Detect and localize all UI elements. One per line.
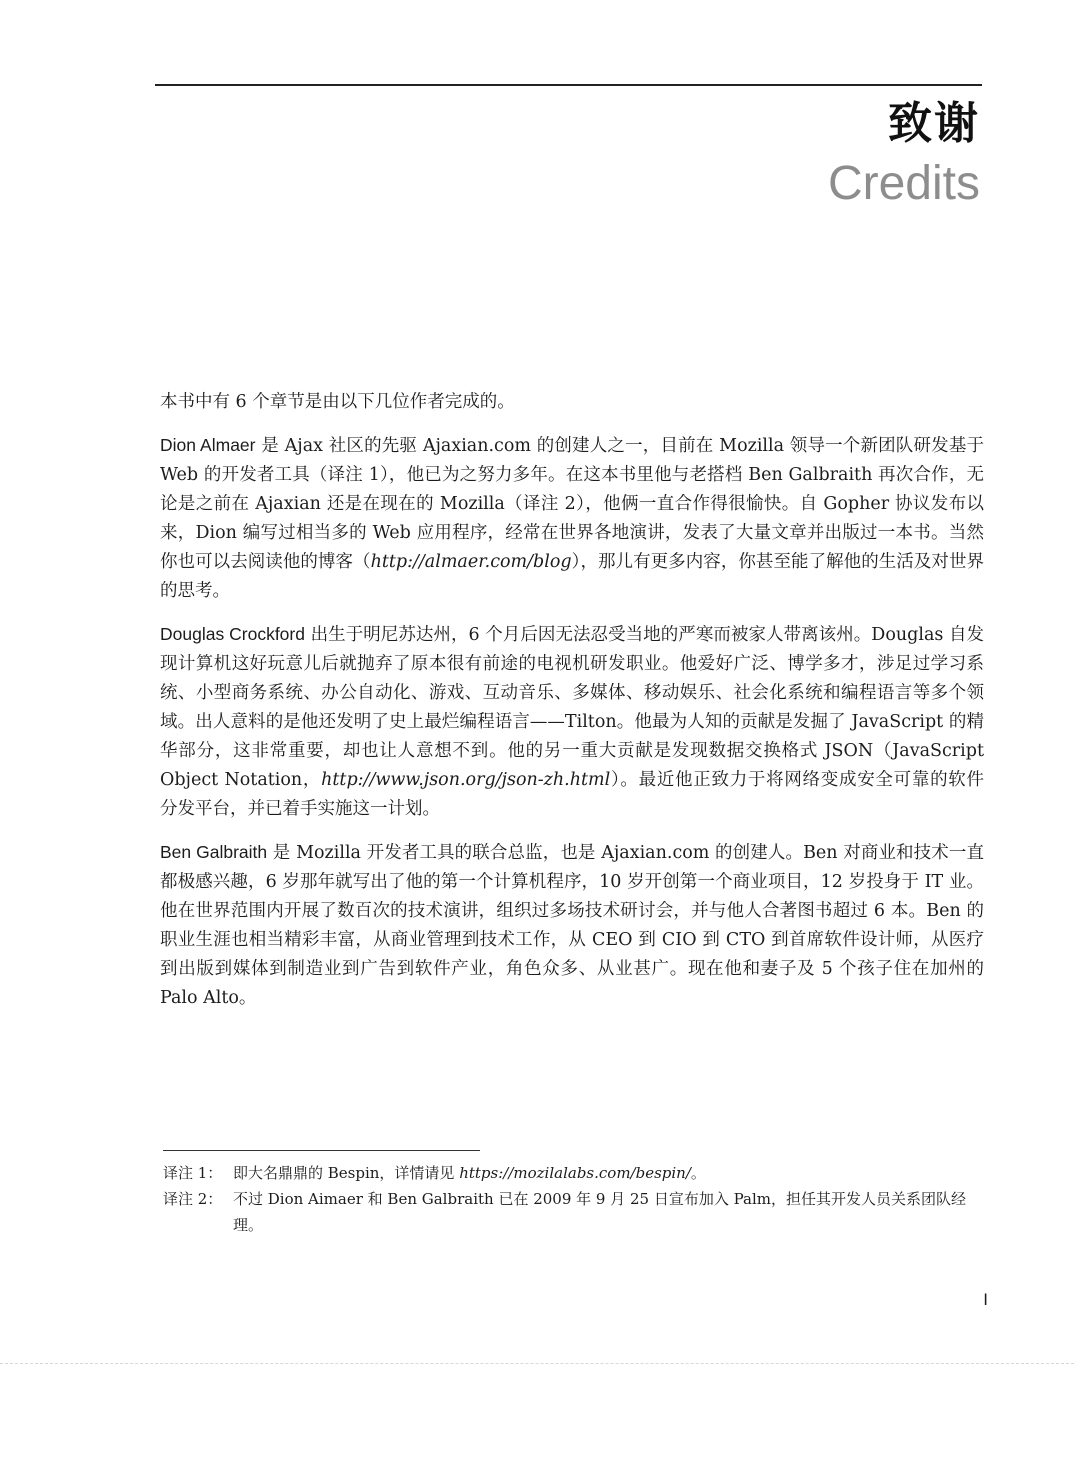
page-edge [0,1363,1074,1364]
footnote-rule [163,1150,480,1151]
author-paragraph-dion [160,431,984,606]
json-link[interactable]: http://www.json.org/json-zh.html [321,770,611,790]
footnote-text: 即大名鼎鼎的 Bespin，详情请见 https://mozilalabs.com/bespin/。 [233,1164,706,1182]
author-bio-end: ），那儿有更多内容，你甚至能了解他的生活及对世界的思考。 [160,552,984,601]
author-name: Dion Almaer [160,435,256,455]
footnote-text: 不过 Dion Aimaer 和 Ben Galbraith 已在 2009 年 9 月 25 日宣布加入 Palm，担任其开发人员关系团队经理。 [233,1190,967,1234]
intro-paragraph: 本书中有 6 个章节是由以下几位作者完成的。 [160,392,515,412]
author-bio: 出生于明尼苏达州，6 个月后因无法忍受当地的严寒而被家人带离该州。Douglas 自发现计算机这好玩意儿后就抛弃了原本很有前途的电视机研发职业。他爱好广泛、博学多才，涉足过学习系统、小型商务系统、办公自动化、游戏、互动音乐、多媒体、移动娱乐、社会化系统和编程语言等多个领域。出人意料的是他还发明了史上最烂编程语言——Tilton。他最为人知的贡献是发掘了 JavaScript 的精华部分，这非常重要，却也让人意想不到。他的另一重大贡献是发现数据交换格式 JSON（JavaScript Object Notation， [160,625,985,790]
page-title: 致谢 [888,98,980,149]
footnotes [163,1160,985,1238]
author-name: Douglas Crockford [160,624,305,644]
author-name: Ben Galbraith [160,842,268,862]
page-number: I [983,1290,988,1309]
main-content [160,388,984,1027]
author-paragraph-ben [160,838,984,1013]
blog-link[interactable]: http://almaer.com/blog [370,552,572,572]
footnote-2 [163,1186,985,1238]
author-paragraph-douglas [160,620,984,824]
footnote-1 [163,1160,985,1186]
author-bio-end: ）。最近他正致力于将网络变成安全可靠的软件分发平台，并已着手实施这一计划。 [160,770,984,819]
footnote-label: 译注 2： [163,1190,223,1208]
header-rule [155,84,982,86]
author-bio: 是 Mozilla 开发者工具的联合总监，也是 Ajaxian.com 的创建人。Ben 对商业和技术一直都极感兴趣，6 岁那年就写出了他的第一个计算机程序，10 岁开创第一个商业项目，12 岁投身于 IT 业。他在世界范围内开展了数百次的技术演讲，组织过多场技术研讨会，并与他人合著图书超过 6 本。Ben 的职业生涯也相当精彩丰富，从商业管理到技术工作，从 CEO 到 CIO 到 CTO 到首席软件设计师，从医疗到出版到媒体到制造业到广告到软件产业，角色众多、从业甚广。现在他和妻子及 5 个孩子住在加州的 Palo Alto。 [160,843,984,1008]
bespin-link[interactable]: https://mozilalabs.com/bespin/ [459,1164,691,1182]
footnote-label: 译注 1： [163,1164,223,1182]
page-subtitle: Credits [827,157,980,210]
author-bio: 是 Ajax 社区的先驱 Ajaxian.com 的创建人之一，目前在 Mozilla 领导一个新团队研发基于 Web 的开发者工具（译注 1），他已为之努力多年。在这本书里他与老搭档 Ben Galbraith 再次合作，无论是之前在 Ajaxian 还是在现在的 Mozilla（译注 2），他俩一直合作得很愉快。自 Gopher 协议发布以来，Dion 编写过相当多的 Web 应用程序，经常在世界各地演讲，发表了大量文章并出版过一本书。当然你也可以去阅读他的博客（ [160,436,984,572]
